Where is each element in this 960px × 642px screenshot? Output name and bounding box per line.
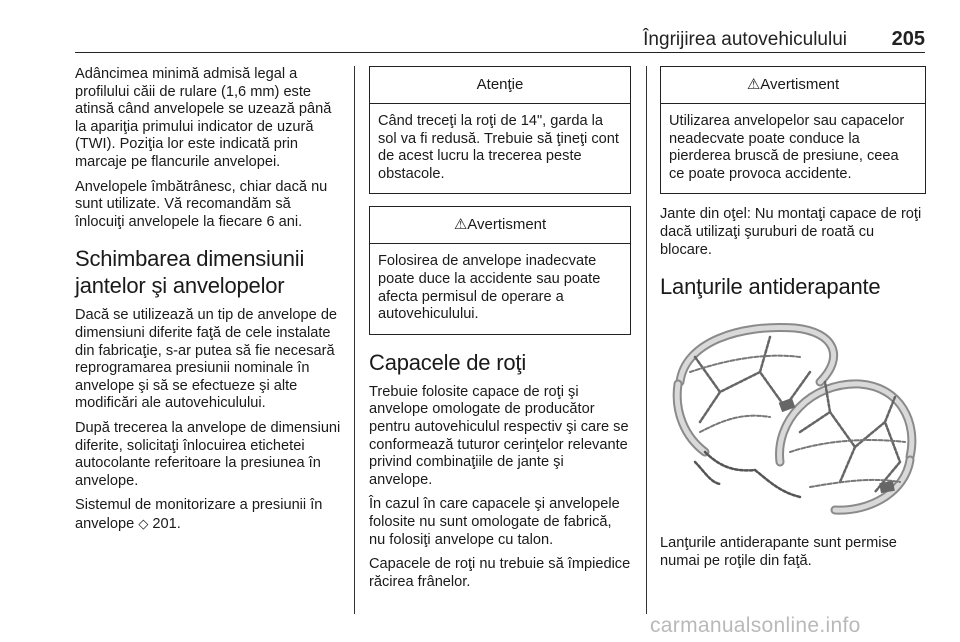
watermark: carmanualsonline.info (650, 614, 861, 637)
column-divider (354, 66, 355, 614)
warning-box (369, 206, 631, 334)
column-3 (660, 66, 926, 577)
attention-title: Atenţie (370, 67, 630, 104)
warning-title: Avertisment (760, 76, 840, 93)
column-1 (75, 66, 342, 540)
warning-header (370, 207, 630, 244)
page-number: 205 (891, 28, 925, 50)
paragraph: Anvelopele îmbătrânesc, chiar dacă nu sunt utilizate. Vă recomandăm să înlocuiţi anvelopele la fiecare 6 ani. (75, 178, 328, 230)
paragraph-text: Sistemul de monitorizare a presiunii în anvelope (75, 497, 323, 532)
section-heading: Lanţurile antiderapante (660, 274, 881, 300)
warning-icon: ⚠ (453, 216, 468, 234)
warning-icon: ⚠ (746, 76, 761, 93)
paragraph: Jante din oţel: Nu montaţi capace de roţi dacă utilizaţi şuruburi de roată cu blocare. (660, 206, 922, 258)
column-2 (369, 66, 631, 598)
paragraph: Capacele de roţi nu trebuie să împiedice răcirea frânelor. (369, 556, 631, 590)
section-heading: Capacele de roţi (369, 349, 527, 375)
paragraph: După trecerea la anvelope de dimensiuni diferite, solicitaţi înlocuirea etichetei autocolante referitoare la presiunea în anvelope. (75, 419, 341, 489)
attention-text: Când treceţi la roţi de 14", garda la sol va fi redusă. Trebuie să ţineţi cont de acest lucru la trecerea peste obstacole. (378, 113, 619, 182)
paragraph: Lanţurile antiderapante sunt permise numai pe roţile din faţă. (660, 535, 897, 569)
reference-arrow-icon: ◇ (138, 515, 149, 531)
warning-header (661, 67, 925, 104)
attention-box (369, 66, 631, 194)
warning-box (660, 66, 926, 194)
paragraph (75, 497, 342, 533)
warning-text: Folosirea de anvelope inadecvate poate duce la accidente sau poate afecta permisul de operare a autovehiculului. (378, 253, 601, 323)
page-header (75, 26, 925, 53)
page-reference-link[interactable]: 201. (152, 515, 181, 532)
page-header-title: Îngrijirea autovehiculului (643, 29, 847, 50)
warning-title: Avertisment (467, 216, 547, 234)
warning-text: Utilizarea anvelopelor sau capacelor neadecvate poate conduce la pierderea bruscă de presiune, ceea ce poate provoca accidente. (669, 113, 905, 182)
section-heading: Schimbarea dimensiunii jantelor şi anvelopelor (75, 246, 305, 299)
paragraph: Adâncimea minimă admisă legal a profilului căii de rulare (1,6 mm) este atinsă când anvelopele se uzează până la apariţia primului indicator de uzură (TWI). Poziţia lor este indicată prin marcaje pe flancurile anvelopei. (75, 66, 332, 170)
paragraph: Dacă se utilizează un tip de anvelope de dimensiuni diferite faţă de cele instalate din fabricaţie, s-ar putea să fie necesară reprogramarea presiunii nominale în anvelope şi să se efectueze şi alte modificări ale autovehiculului. (75, 307, 338, 412)
paragraph: Trebuie folosite capace de roţi şi anvelope omologate de producător pentru autovehiculul respectiv şi care se conformează tuturor cerinţelor relevante privind combinaţiile de jante şi anvelope. (369, 383, 629, 488)
paragraph: În cazul în care capacele şi anvelopele folosite nu sunt omologate de fabrică, nu folosiţi anvelope cu talon. (369, 496, 620, 548)
column-divider (646, 66, 647, 614)
snow-chains-illustration (660, 312, 926, 520)
